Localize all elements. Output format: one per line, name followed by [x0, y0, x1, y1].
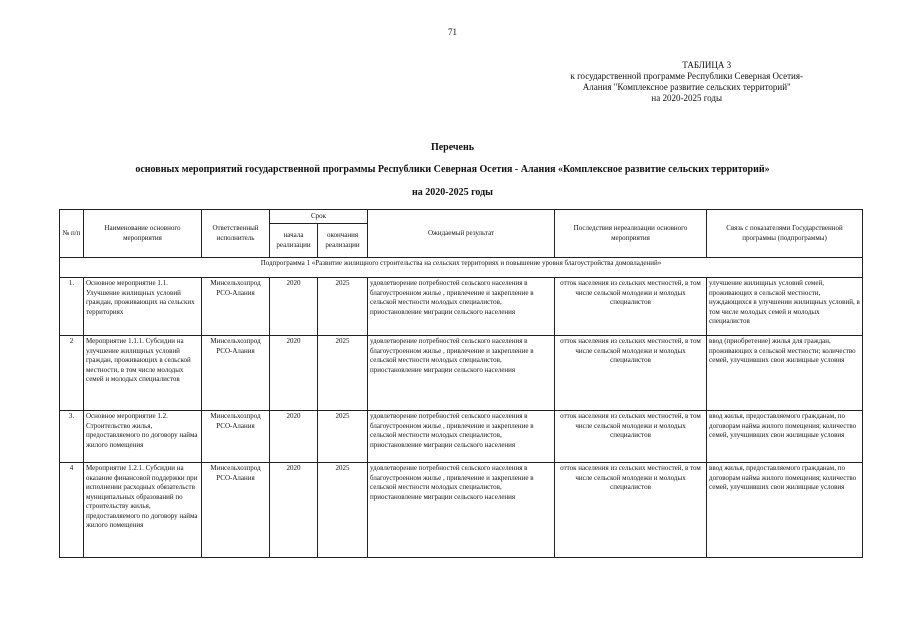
cell-num: 1.	[60, 278, 84, 336]
subprogram-title: Подпрограмма 1 «Развитие жилищного строительства на сельских территориях и повышение уровня благоустройства домовладений»	[60, 258, 863, 278]
cell-consequences: отток населения из сельских местностей, в том числе сельской молодежи и молодых специалистов	[555, 336, 707, 411]
cell-end: 2025	[318, 336, 368, 411]
cell-executor: Минсельхозпрод РСО-Алания	[202, 463, 270, 558]
cell-start: 2020	[270, 463, 318, 558]
cell-start: 2020	[270, 336, 318, 411]
header-link: Связь с показателями Государственной программы (подпрограммы)	[707, 210, 863, 258]
header-num: № п/п	[60, 210, 84, 258]
cell-link: ввод жилья, предоставляемого гражданам, по договорам найма жилого помещения; количество семей, улучшивших свои жилищные условия	[707, 463, 863, 558]
document-title: Перечень	[430, 142, 475, 153]
header-term: Срок	[270, 210, 368, 224]
cell-end: 2025	[318, 278, 368, 336]
caption-program-line: к государственной программе Республики Северная Осетия-	[570, 71, 803, 81]
table-row	[60, 336, 863, 411]
table-caption	[570, 60, 803, 104]
header-consequences: Последствия нереализации основного мероприятия	[555, 210, 707, 258]
header-executor: Ответственный исполнитель	[202, 210, 270, 258]
cell-num: 2	[60, 336, 84, 411]
cell-executor: Минсельхозпрод РСО-Алания	[202, 278, 270, 336]
cell-consequences: отток населения из сельских местностей, в том числе сельской молодежи и молодых специалистов	[555, 411, 707, 463]
cell-end: 2025	[318, 411, 368, 463]
cell-consequences: отток населения из сельских местностей, в том числе сельской молодежи и молодых специалистов	[555, 278, 707, 336]
cell-name: Основное мероприятие 1.1. Улучшение жилищных условий граждан, проживающих на сельских территориях	[84, 278, 202, 336]
caption-program-name: Алания "Комплексное развитие сельских территорий"	[582, 82, 791, 92]
table-row	[60, 278, 863, 336]
header-start: начала реализации	[270, 224, 318, 258]
cell-consequences: отток населения из сельских местностей, в том числе сельской молодежи и молодых специалистов	[555, 463, 707, 558]
caption-table-label: ТАБЛИЦА 3	[682, 60, 732, 70]
cell-name: Основное мероприятие 1.2. Строительство жилья, предоставляемого по договору найма жилого помещения	[84, 411, 202, 463]
header-end: окончания реализации	[318, 224, 368, 258]
cell-num: 3.	[60, 411, 84, 463]
cell-result: удовлетворение потребностей сельского населения в благоустроенном жилье , привлечение и закрепление в сельской местности молодых специалистов, приостановление миграции сельского населения	[368, 411, 555, 463]
cell-result: удовлетворение потребностей сельского населения в благоустроенном жилье , привлечение и закрепление в сельской местности молодых специалистов, приостановление миграции сельского населения	[368, 463, 555, 558]
caption-years: на 2020-2025 годы	[651, 93, 723, 103]
cell-end: 2025	[318, 463, 368, 558]
document-subtitle: основных мероприятий государственной программы Республики Северная Осетия - Алания «Комплексное развитие сельских территорий»	[135, 164, 770, 175]
cell-executor: Минсельхозпрод РСО-Алания	[202, 336, 270, 411]
document-period: на 2020-2025 годы	[412, 187, 493, 198]
cell-name: Мероприятие 1.1.1. Субсидии на улучшение жилищных условий граждан, проживающих в сельской местности, в том числе молодых семей и молодых специалистов	[84, 336, 202, 411]
cell-link: ввод (приобретение) жилья для граждан, проживающих в сельской местности; количество семей, улучшивших свои жилищные условия	[707, 336, 863, 411]
page-number: 71	[448, 27, 457, 37]
cell-link: улучшение жилищных условий семей, проживающих в сельской местности, нуждающихся в улучшении жилищных условий, в том числе молодых семей и молодых специалистов	[707, 278, 863, 336]
cell-name: Мероприятие 1.2.1. Субсидии на оказание финансовой поддержки при исполнении расходных обязательств муниципальных образований по строительству жилья, предоставляемого по договору найма жилого помещения	[84, 463, 202, 558]
measures-table	[59, 209, 863, 558]
header-name: Наименование основного мероприятия	[84, 210, 202, 258]
cell-start: 2020	[270, 278, 318, 336]
header-result: Ожидаемый результат	[368, 210, 555, 258]
table-row	[60, 411, 863, 463]
cell-result: удовлетворение потребностей сельского населения в благоустроенном жилье , привлечение и закрепление в сельской местности молодых специалистов, приостановление миграции сельского населения	[368, 278, 555, 336]
cell-start: 2020	[270, 411, 318, 463]
cell-result: удовлетворение потребностей сельского населения в благоустроенном жилье , привлечение и закрепление в сельской местности молодых специалистов, приостановление миграции сельского населения	[368, 336, 555, 411]
table-row	[60, 463, 863, 558]
cell-link: ввод жилья, предоставляемого гражданам, по договорам найма жилого помещения; количество семей, улучшивших свои жилищные условия	[707, 411, 863, 463]
subprogram-row	[60, 258, 863, 278]
cell-executor: Минсельхозпрод РСО-Алания	[202, 411, 270, 463]
cell-num: 4	[60, 463, 84, 558]
